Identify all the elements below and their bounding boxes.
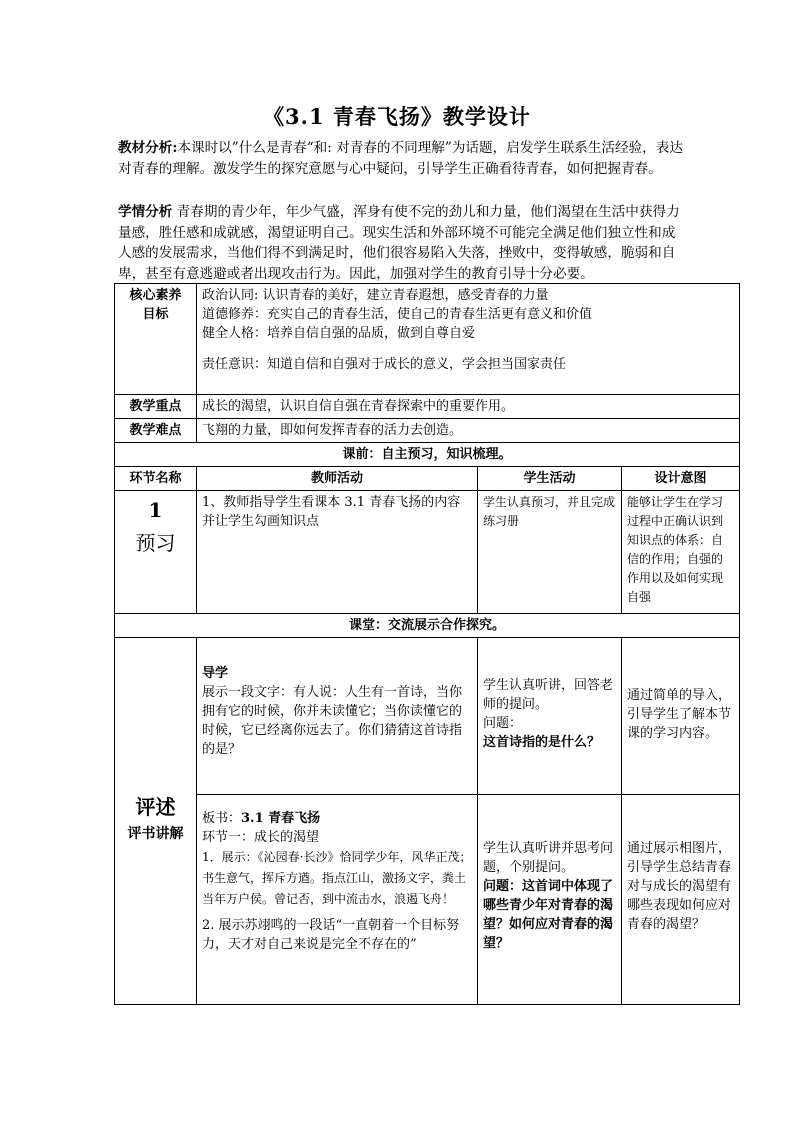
preview-row	[115, 491, 740, 614]
review-sub: 评书讲解	[127, 826, 184, 842]
textbook-analysis-label: 教材分析:	[118, 140, 178, 156]
section1-student-cell	[478, 795, 622, 1005]
section1-student: 学生认真听讲并思考问题，个别提问。	[483, 841, 614, 875]
review-name: 评述	[135, 795, 176, 819]
core-literacy-label	[115, 284, 197, 395]
core-literacy-label-line1: 核心素养	[129, 288, 182, 303]
core-literacy-label-line2: 目标	[142, 307, 169, 322]
intro-row	[115, 638, 740, 795]
difficulty-row	[115, 419, 740, 443]
preview-student: 学生认真预习，并且完成练习册	[478, 491, 622, 614]
key-point-row	[115, 395, 740, 419]
in-class-heading: 课堂：交流展示合作探究。	[115, 614, 740, 638]
intro-question-label: 问题：	[483, 716, 523, 731]
textbook-analysis-text: 本课时以”什么是青春“和: 对青春的不同理解”为话题，启发学生联系生活经验，表达对青春的理解。激发学生的探究意愿与心中疑问，引导学生正确看待青春，如何把握青春。	[118, 140, 683, 177]
board-line	[202, 809, 472, 828]
col-header-stage: 环节名称	[115, 467, 197, 491]
page-title: 《3.1 青春飞扬》教学设计	[263, 104, 531, 129]
textbook-analysis	[118, 138, 686, 179]
preview-teacher: 1、教师指导学生看课本 3.1 青春飞扬的内容并让学生勾画知识点	[197, 491, 478, 614]
col-header-teacher: 教师活动	[197, 467, 478, 491]
section1-item2: 2. 展示苏翊鸣的一段话“一直朝着一个目标努力，天才对自己来说是完全不存在的”	[202, 918, 460, 952]
preview-intent: 能够让学生在学习过程中正确认识到知识点的体系：自信的作用；自强的作用以及如何实现自强	[622, 491, 740, 614]
intro-intent: 通过简单的导入，引导学生了解本节课的学习内容。	[622, 638, 740, 795]
col-header-student: 学生活动	[478, 467, 622, 491]
board-title: 3.1 青春飞扬	[241, 811, 321, 826]
board-label: 板书：	[202, 811, 242, 826]
section1-question-label: 问题：	[483, 879, 523, 894]
column-header-row	[115, 467, 740, 491]
core-literacy-row	[115, 284, 740, 395]
student-analysis	[118, 202, 686, 284]
core-literacy-goals	[197, 284, 740, 395]
student-analysis-text: 青春期的青少年，年少气盛，浑身有使不完的劲儿和力量，他们渴望在生活中获得力量感，胜任感和成就感，渴望证明自己。现实生活和外部环境不可能完全满足他们独立性和成人感的发展需求，当他们得不到满足时，他们很容易陷入失落，挫败中，变得敏感，脆弱和自卑，甚至有意逃避或者出现攻击行为。因此，加强对学生的教育引导十分必要。	[118, 204, 680, 282]
section1-intent: 通过展示相图片，引导学生总结青春对与成长的渴望有哪些表现如何应对青春的渴望？	[622, 795, 740, 1005]
intro-title: 导学	[202, 666, 229, 681]
lesson-plan-table	[114, 283, 740, 1005]
col-header-intent: 设计意图	[622, 467, 740, 491]
preview-stage	[115, 491, 197, 614]
section1-title: 环节一：成长的渴望	[202, 830, 320, 845]
in-class-row	[115, 614, 740, 638]
section1-row	[115, 795, 740, 1005]
before-class-heading: 课前：自主预习，知识梳理。	[115, 443, 740, 467]
difficulty-text: 飞翔的力量，即如何发挥青春的活力去创造。	[197, 419, 740, 443]
review-stage	[115, 638, 197, 1005]
goal-personality: 健全人格：培养自信自强的品质，做到自尊自爱	[202, 326, 476, 341]
preview-number: 1	[148, 498, 163, 522]
intro-student-cell	[478, 638, 622, 795]
intro-teacher-cell	[197, 638, 478, 795]
key-point-label: 教学重点	[115, 395, 197, 419]
goal-responsibility: 责任意识：知道自信和自强对于成长的意义，学会担当国家责任	[202, 357, 567, 372]
section1-teacher-cell	[197, 795, 478, 1005]
section1-question: 这首词中体现了哪些青少年对青春的渴望？如何应对青春的渴望？	[483, 879, 614, 951]
before-class-row	[115, 443, 740, 467]
section1-question-wrap	[483, 877, 616, 953]
intro-student: 学生认真听讲，回答老师的提问。	[483, 678, 614, 712]
goal-political: 政治认同: 认识青春的美好，建立青春遐想，感受青春的力量	[202, 288, 549, 303]
intro-question: 这首诗指的是什么？	[483, 735, 601, 750]
section1-item1: 1．展示：《沁园春·长沙》恰同学少年，风华正茂；书生意气，挥斥方遒。指点江山，激扬文字，粪土当年万户侯。曾记否，到中流击水，浪遏飞舟！	[202, 850, 472, 906]
key-point-text: 成长的渴望，认识自信自强在青春探索中的重要作用。	[197, 395, 740, 419]
goal-moral: 道德修养：充实自己的青春生活，使自己的青春生活更有意义和价值	[202, 307, 593, 322]
difficulty-label: 教学难点	[115, 419, 197, 443]
intro-teacher: 展示一段文字：有人说：人生有一首诗，当你拥有它的时候，你并未读懂它；当你读懂它的时候，它已经离你远去了。你们猜猜这首诗指的是？	[202, 685, 463, 757]
preview-name: 预习	[135, 531, 176, 555]
student-analysis-label: 学情分析	[118, 204, 173, 220]
